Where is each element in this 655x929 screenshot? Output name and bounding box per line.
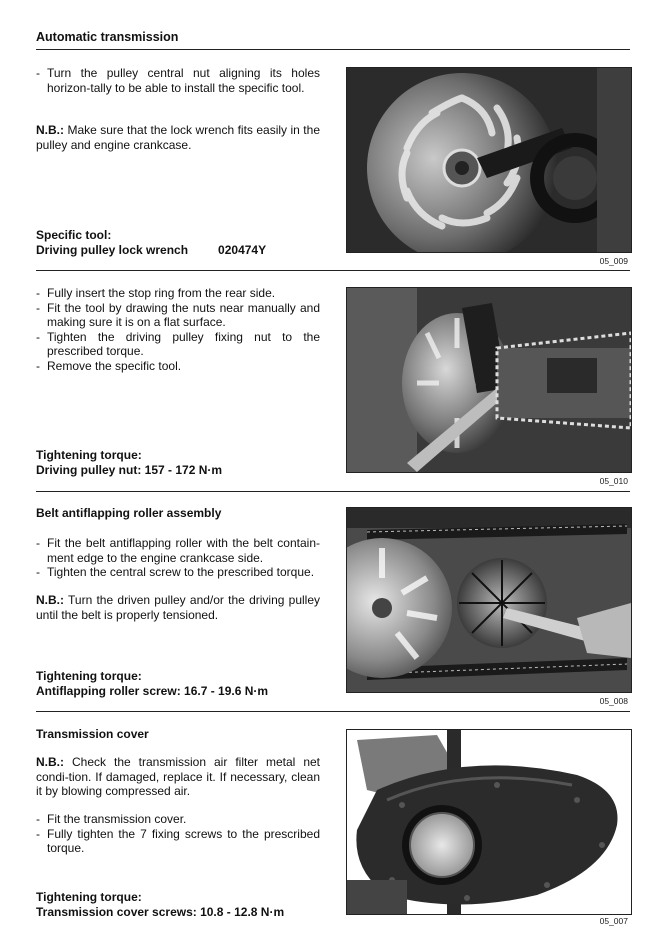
photo-caption: 05_009 — [599, 256, 628, 266]
section-4-note — [36, 755, 320, 799]
photo-caption: 05_007 — [599, 916, 628, 926]
section-2-footer-value: Driving pulley nut: 157 - 172 N·m — [36, 463, 223, 477]
section-1-note — [36, 123, 320, 152]
section-1-bullets — [36, 66, 320, 95]
section-4-bullets — [36, 812, 320, 856]
list-item: - Fully tighten the 7 fixing screws to the prescribed torque. — [36, 827, 320, 856]
section-3-footer-value: Antiflapping roller screw: 16.7 - 19.6 N·m — [36, 684, 269, 698]
list-item: - Fit the tool by drawing the nuts near manually and making sure it is on a flat surface. — [36, 301, 320, 330]
header-rule — [36, 49, 630, 50]
section-2-footer-title: Tightening torque: — [36, 448, 142, 462]
section-divider — [36, 491, 630, 492]
nb-label: N.B.: — [36, 593, 64, 607]
nb-text: Make sure that the lock wrench fits easily in the pulley and engine crankcase. — [36, 123, 320, 152]
list-item: - Fully insert the stop ring from the rear side. — [36, 286, 320, 301]
nb-text: Turn the driven pulley and/or the driving pulley until the belt is properly tensioned. — [36, 593, 320, 622]
list-item: - Fit the belt antiflapping roller with the belt contain-ment edge to the engine crankcase side. — [36, 536, 320, 565]
photo-driving-pulley-nut — [346, 287, 632, 473]
section-1-tool-line — [36, 243, 320, 258]
photo-pulley-lock-wrench — [346, 67, 632, 253]
nb-label: N.B.: — [36, 123, 64, 137]
list-item: - Tighten the central screw to the prescribed torque. — [36, 565, 320, 580]
section-3-bullets — [36, 536, 320, 580]
photo-caption: 05_010 — [599, 476, 628, 486]
section-3-note — [36, 593, 320, 622]
section-3-title: Belt antiflapping roller assembly — [36, 506, 222, 520]
tool-code: 020474Y — [218, 243, 267, 257]
section-4-footer-value: Transmission cover screws: 10.8 - 12.8 N·m — [36, 905, 285, 919]
photo-caption: 05_008 — [599, 696, 628, 706]
list-item: - Turn the pulley central nut aligning its holes horizon-tally to be able to install the specific tool. — [36, 66, 320, 95]
page-title: Automatic transmission — [36, 30, 179, 44]
section-4-footer-title: Tightening torque: — [36, 890, 142, 904]
section-1-footer-title: Specific tool: — [36, 228, 112, 242]
nb-text: Check the transmission air filter metal net condi-tion. If damaged, replace it. If necessary, clean it by blowing compressed air. — [36, 755, 320, 798]
section-2-bullets — [36, 286, 320, 373]
list-item: - Fit the transmission cover. — [36, 812, 320, 827]
photo-transmission-cover — [346, 729, 632, 915]
section-divider — [36, 711, 630, 712]
list-item: - Remove the specific tool. — [36, 359, 320, 374]
section-3-footer-title: Tightening torque: — [36, 669, 142, 683]
tool-name: Driving pulley lock wrench — [36, 243, 189, 257]
photo-antiflapping-roller — [346, 507, 632, 693]
section-divider — [36, 270, 630, 271]
section-4-title: Transmission cover — [36, 727, 149, 741]
nb-label: N.B.: — [36, 755, 64, 769]
list-item: - Tighten the driving pulley fixing nut to the prescribed torque. — [36, 330, 320, 359]
